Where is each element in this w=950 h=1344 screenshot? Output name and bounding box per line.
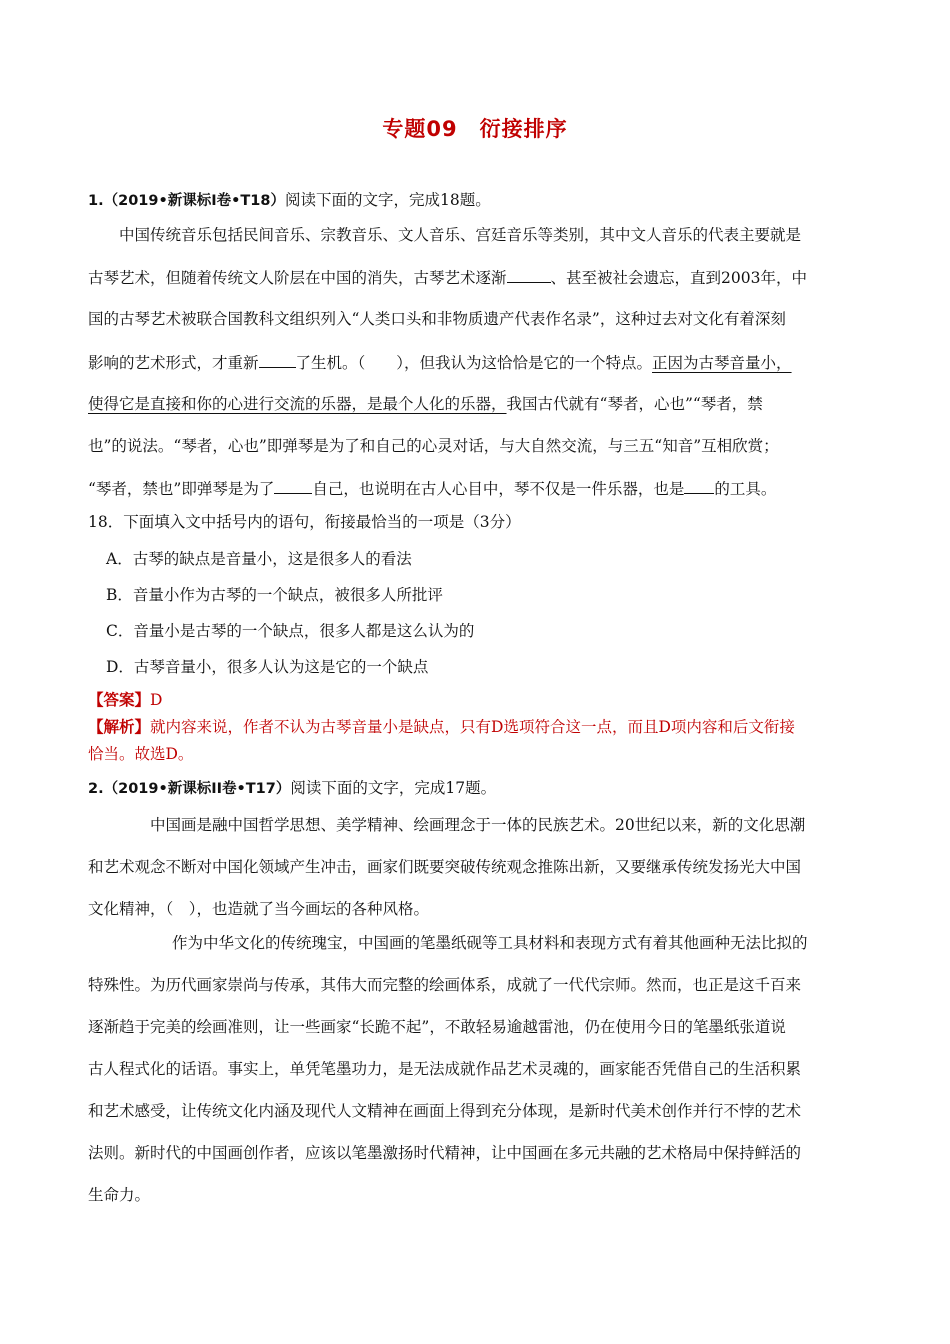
q1-intro: 阅读下面的文字，完成18题。 [284, 191, 491, 209]
underlined-sentence: 正因为古琴音量小， [652, 354, 792, 372]
q1-passage-line: 国的古琴艺术被联合国教科文组织列入“人类口头和非物质遗产代表作名录”，这种过去对文化有着深刻 [88, 310, 786, 328]
answer-label: 【答案】 [88, 691, 151, 709]
q1-passage-line: 使得它是直接和你的心进行交流的乐器，是最个人化的乐器，我国古代就有“琴者，心也”“琴者，禁 [88, 395, 763, 413]
q1-source: （2019•新课标Ⅰ卷•T18） [103, 193, 285, 209]
fill-blank [507, 267, 551, 283]
q1-passage-line: 也”的说法。“琴者，心也”即弹琴是为了和自己的心灵对话，与大自然交流，与三五“知音”互相欣赏； [88, 437, 779, 455]
fill-blank [684, 478, 714, 494]
q2-passage-line: 和艺术观念不断对中国化领域产生冲击，画家们既要突破传统观念推陈出新，又要继承传统发扬光大中国 [88, 858, 802, 876]
q2-source: （2019•新课标II卷•T17） [103, 781, 291, 797]
option-c: C．音量小是古琴的一个缺点，很多人都是这么认为的 [106, 622, 475, 640]
q2-intro: 阅读下面的文字，完成17题。 [290, 779, 497, 797]
q2-number: 2. [88, 781, 104, 797]
q2-passage-line: 文化精神，（ ），也造就了当今画坛的各种风格。 [88, 900, 430, 918]
q1-passage-line: “琴者，禁也”即弹琴是为了 自己，也说明在古人心目中，琴不仅是一件乐器，也是 的工具。 [88, 480, 777, 498]
q1-passage-line: 影响的艺术形式，才重新 了生机。（ ），但我认为这恰恰是它的一个特点。正因为古琴音量小， [88, 354, 792, 372]
q2-heading [88, 778, 496, 799]
q2-passage-line: 法则。新时代的中国画创作者，应该以笔墨激扬时代精神，让中国画在多元共融的艺术格局中保持鲜活的 [88, 1144, 802, 1162]
page-title: 专题09 衍接排序 [382, 117, 568, 141]
q1-analysis: 【解析】就内容来说，作者不认为古琴音量小是缺点，只有D选项符合这一点，而且D项内容和后文衔接 [88, 718, 795, 736]
option-a: A．古琴的缺点是音量小，这是很多人的看法 [106, 550, 412, 568]
q1-passage-line: 中国传统音乐包括民间音乐、宗教音乐、文人音乐、宫廷音乐等类别，其中文人音乐的代表主要就是 [119, 226, 802, 244]
q2-passage-line: 古人程式化的话语。事实上，单凭笔墨功力，是无法成就作品艺术灵魂的，画家能否凭借自己的生活积累 [88, 1060, 802, 1078]
q1-analysis-cont: 恰当。故选D。 [88, 745, 194, 763]
q2-passage-line: 逐渐趋于完美的绘画准则，让一些画家“长跪不起”，不敢轻易逾越雷池，仍在使用今日的笔墨纸张道说 [88, 1018, 786, 1036]
fill-blank [259, 352, 296, 368]
q1-number: 1. [88, 193, 104, 209]
option-d: D．古琴音量小，很多人认为这是它的一个缺点 [106, 658, 429, 676]
q2-passage-line: 和艺术感受，让传统文化内涵及现代人文精神在画面上得到充分体现，是新时代美术创作并行不悖的艺术 [88, 1102, 802, 1120]
q2-passage-line: 作为中华文化的传统瑰宝，中国画的笔墨纸砚等工具材料和表现方式有着其他画种无法比拟的 [172, 934, 808, 952]
analysis-label: 【解析】 [88, 718, 151, 736]
q1-answer [88, 690, 162, 710]
q1-question: 18．下面填入文中括号内的语句，衔接最恰当的一项是（3分） [88, 513, 521, 531]
fill-blank [274, 478, 312, 494]
underlined-sentence: 使得它是直接和你的心进行交流的乐器，是最个人化的乐器， [88, 395, 507, 413]
answer-value: D [150, 691, 163, 709]
q1-heading [88, 190, 491, 211]
q1-passage-line: 古琴艺术，但随着传统文人阶层在中国的消失，古琴艺术逐渐 、甚至被社会遗忘，直到2003年，中 [88, 269, 807, 287]
q2-passage-line: 特殊性。为历代画家崇尚与传承，其伟大而完整的绘画体系，成就了一代代宗师。然而，也正是这千百来 [88, 976, 802, 994]
q2-passage-line: 中国画是融中国哲学思想、美学精神、绘画理念于一体的民族艺术。20世纪以来，新的文化思潮 [150, 816, 806, 834]
option-b: B．音量小作为古琴的一个缺点，被很多人所批评 [106, 586, 443, 604]
q2-passage-line: 生命力。 [88, 1186, 151, 1204]
